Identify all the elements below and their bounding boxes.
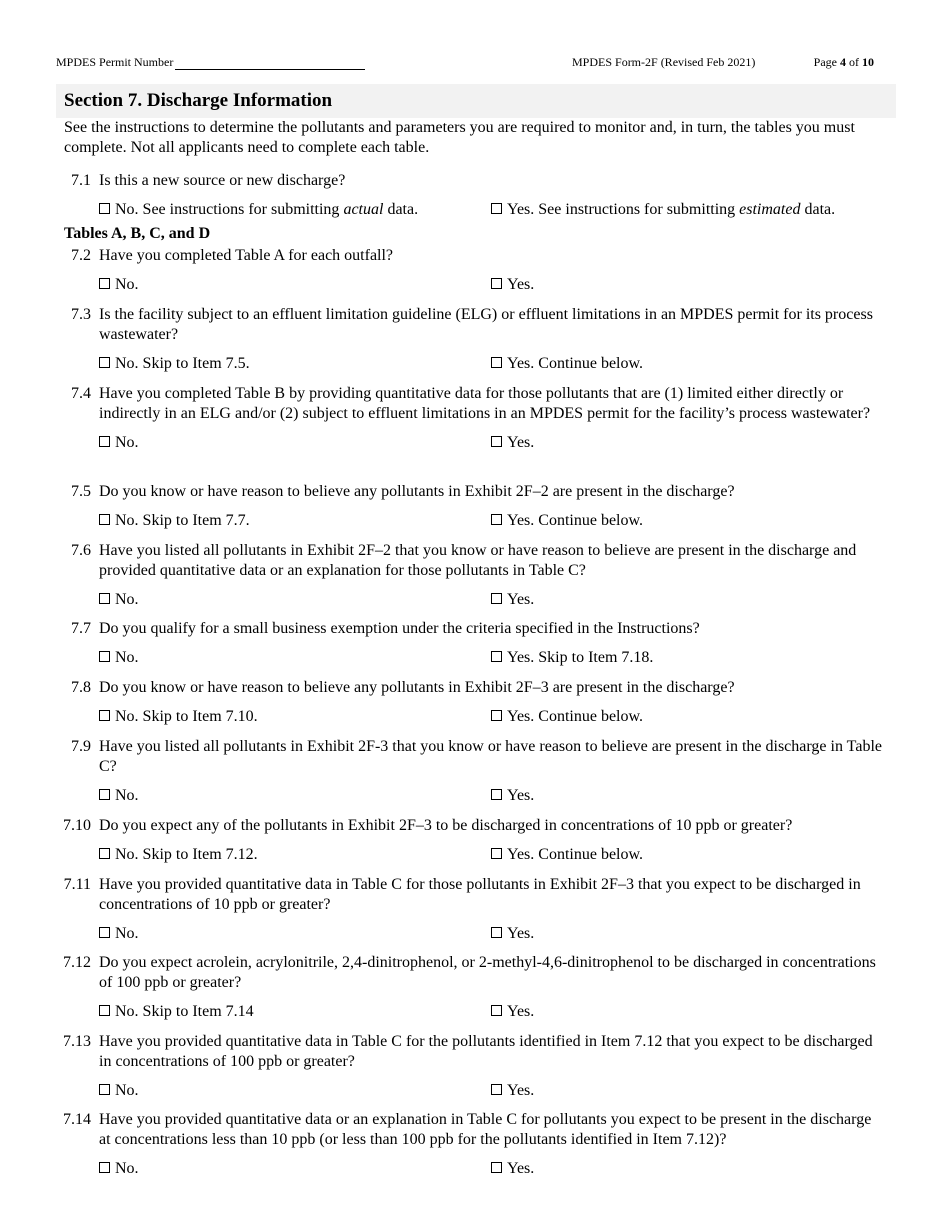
question-number: 7.2 (71, 247, 91, 264)
question-text: Have you listed all pollutants in Exhibit 2F-3 that you know or have reason to believe are present in the discharge in Table C? (99, 738, 882, 775)
question-text: Is this a new source or new discharge? (99, 172, 346, 189)
options (99, 786, 886, 806)
checkbox-no[interactable] (99, 1005, 110, 1016)
question-7-5 (56, 482, 886, 531)
option-no[interactable] (99, 354, 250, 374)
checkbox-yes[interactable] (491, 278, 502, 289)
question-7-10 (56, 816, 886, 865)
question-number: 7.6 (71, 542, 91, 559)
form-label: MPDES Form-2F (Revised Feb 2021) (572, 55, 756, 69)
checkbox-yes[interactable] (491, 514, 502, 525)
question-text: Have you completed Table A for each outfall? (99, 247, 394, 264)
question-7-12 (56, 953, 886, 1022)
question-text: Do you know or have reason to believe any pollutants in Exhibit 2F–3 are present in the discharge? (99, 679, 735, 696)
checkbox-no[interactable] (99, 203, 110, 214)
checkbox-yes[interactable] (491, 710, 502, 721)
option-no-text: No. (115, 276, 139, 293)
option-no[interactable] (99, 433, 139, 453)
question-text: Have you listed all pollutants in Exhibit 2F–2 that you know or have reason to believe are present in the discharge and provided quantitative data or an explanation for those pollutants in Table C? (99, 542, 857, 579)
question-number: 7.1 (71, 172, 91, 189)
page-of: of (846, 55, 862, 69)
checkbox-yes[interactable] (491, 593, 502, 604)
option-yes-text: Yes. (507, 787, 535, 804)
question-number: 7.12 (63, 954, 91, 971)
options (99, 924, 886, 944)
tables-heading: Tables A, B, C, and D (64, 225, 211, 242)
option-yes[interactable] (491, 1081, 534, 1101)
options (99, 1002, 886, 1022)
question-7-14 (56, 1110, 886, 1179)
option-no-text: No. Skip to Item 7.5. (115, 355, 250, 372)
option-yes[interactable] (491, 511, 643, 531)
options (99, 1081, 886, 1101)
option-yes-text: Yes. (507, 434, 535, 451)
checkbox-no[interactable] (99, 1162, 110, 1173)
option-yes[interactable] (491, 590, 534, 610)
section-bar (56, 84, 896, 118)
question-number: 7.8 (71, 679, 91, 696)
option-yes-text: Yes. (507, 1082, 535, 1099)
checkbox-no[interactable] (99, 789, 110, 800)
question-7-4 (56, 384, 886, 453)
checkbox-no[interactable] (99, 710, 110, 721)
options (99, 648, 886, 668)
option-no-text: No. (115, 591, 139, 608)
question-number: 7.3 (71, 306, 91, 323)
section-intro: See the instructions to determine the pollutants and parameters you are required to monitor and, in turn, the tables you must complete. Not all applicants need to complete each table. (64, 119, 855, 156)
page-prefix: Page (813, 55, 840, 69)
checkbox-yes[interactable] (491, 1005, 502, 1016)
options (99, 433, 886, 453)
question-number: 7.9 (71, 738, 91, 755)
question-7-9 (56, 737, 886, 806)
options (99, 511, 886, 531)
checkbox-yes[interactable] (491, 651, 502, 662)
option-no-text: No. Skip to Item 7.14 (115, 1003, 254, 1020)
option-no-text: No. (115, 649, 139, 666)
option-no[interactable] (99, 1081, 139, 1101)
question-number: 7.5 (71, 483, 91, 500)
option-no[interactable] (99, 1159, 139, 1179)
option-yes[interactable] (491, 1159, 534, 1179)
option-yes[interactable] (491, 1002, 534, 1022)
question-text: Do you expect acrolein, acrylonitrile, 2,4-dinitrophenol, or 2-methyl-4,6-dinitrophenol to be discharged in concentrations of 100 ppb or greater? (99, 954, 876, 991)
checkbox-yes[interactable] (491, 927, 502, 938)
option-no[interactable] (99, 786, 139, 806)
option-no-text: No. (115, 1082, 139, 1099)
option-yes-text: Yes. Skip to Item 7.18. (507, 649, 654, 666)
question-number: 7.10 (63, 817, 91, 834)
option-no[interactable] (99, 511, 250, 531)
checkbox-no[interactable] (99, 848, 110, 859)
checkbox-yes[interactable] (491, 848, 502, 859)
options (99, 845, 886, 865)
option-no[interactable] (99, 200, 418, 220)
option-yes[interactable] (491, 275, 534, 295)
checkbox-no[interactable] (99, 1084, 110, 1095)
permit-number (56, 55, 365, 70)
option-yes[interactable] (491, 200, 835, 220)
option-yes-text: Yes. Continue below. (507, 846, 644, 863)
question-7-7 (56, 619, 886, 668)
option-yes-emphasis: estimated (739, 201, 801, 218)
options (99, 707, 886, 727)
option-no[interactable] (99, 924, 139, 944)
option-no-text: No. (115, 434, 139, 451)
checkbox-no[interactable] (99, 357, 110, 368)
question-number: 7.11 (63, 876, 91, 893)
checkbox-yes[interactable] (491, 1084, 502, 1095)
option-yes-text: Yes. (507, 925, 535, 942)
checkbox-no[interactable] (99, 514, 110, 525)
question-text: Have you provided quantitative data in Table C for the pollutants identified in Item 7.12 that you expect to be discharged in concentrations of 100 ppb or greater? (99, 1033, 873, 1070)
checkbox-no[interactable] (99, 927, 110, 938)
page-current: 4 (840, 55, 846, 69)
option-yes[interactable] (491, 924, 534, 944)
question-7-13 (56, 1032, 886, 1101)
option-no[interactable] (99, 275, 139, 295)
options (99, 590, 886, 610)
question-text: Have you completed Table B by providing quantitative data for those pollutants that are (1) limited either directly or indirectly in an ELG and/or (2) subject to effluent limitations in an MPDES permit for the facility’s process wastewater? (99, 385, 871, 422)
option-no[interactable] (99, 845, 258, 865)
option-yes-text: Yes. (507, 1003, 535, 1020)
checkbox-yes[interactable] (491, 357, 502, 368)
question-number: 7.4 (71, 385, 91, 402)
page-total: 10 (862, 55, 874, 69)
checkbox-no[interactable] (99, 593, 110, 604)
option-yes-text: Yes. Continue below. (507, 512, 644, 529)
question-7-11 (56, 875, 886, 944)
option-no-emphasis: actual (343, 201, 384, 218)
page-indicator (814, 55, 874, 70)
option-yes[interactable] (491, 707, 643, 727)
option-yes[interactable] (491, 845, 643, 865)
question-text: Is the facility subject to an effluent limitation guideline (ELG) or effluent limitations in an MPDES permit for its process wastewater? (99, 306, 873, 343)
option-yes-suffix: data. (800, 201, 836, 218)
option-yes-text: Yes. Continue below. (507, 708, 644, 725)
option-yes-text: Yes. See instructions for submitting (507, 201, 740, 218)
checkbox-yes[interactable] (491, 1162, 502, 1173)
option-no[interactable] (99, 1002, 254, 1022)
option-yes-text: Yes. (507, 276, 535, 293)
option-no-text: No. (115, 787, 139, 804)
option-yes-text: Yes. (507, 1160, 535, 1177)
option-yes[interactable] (491, 648, 653, 668)
question-7-1 (56, 171, 886, 220)
option-no-text: No. See instructions for submitting (115, 201, 344, 218)
option-yes-text: Yes. Continue below. (507, 355, 644, 372)
option-no[interactable] (99, 648, 139, 668)
option-no-suffix: data. (383, 201, 419, 218)
option-no[interactable] (99, 707, 258, 727)
page-header (56, 55, 874, 71)
checkbox-no[interactable] (99, 436, 110, 447)
option-no[interactable] (99, 590, 139, 610)
options (99, 1159, 886, 1179)
checkbox-yes[interactable] (491, 789, 502, 800)
option-yes[interactable] (491, 786, 534, 806)
option-no-text: No. Skip to Item 7.12. (115, 846, 258, 863)
option-yes[interactable] (491, 354, 643, 374)
question-text: Do you qualify for a small business exemption under the criteria specified in the Instructions? (99, 620, 700, 637)
section-title: Section 7. Discharge Information (64, 90, 333, 111)
permit-number-field[interactable] (175, 57, 365, 70)
options (99, 354, 886, 374)
option-yes-text: Yes. (507, 591, 535, 608)
question-7-8 (56, 678, 886, 727)
checkbox-yes[interactable] (491, 203, 502, 214)
question-7-6 (56, 541, 886, 610)
option-no-text: No. Skip to Item 7.10. (115, 708, 258, 725)
question-7-2 (56, 246, 886, 295)
checkbox-no[interactable] (99, 278, 110, 289)
question-text: Do you know or have reason to believe any pollutants in Exhibit 2F–2 are present in the discharge? (99, 483, 735, 500)
option-no-text: No. (115, 925, 139, 942)
question-number: 7.7 (71, 620, 91, 637)
question-number: 7.14 (63, 1111, 91, 1128)
option-yes[interactable] (491, 433, 534, 453)
options (99, 275, 886, 295)
question-text: Have you provided quantitative data in Table C for those pollutants in Exhibit 2F–3 that you expect to be discharged in concentrations of 10 ppb or greater? (99, 876, 861, 913)
question-text: Have you provided quantitative data or an explanation in Table C for pollutants you expect to be present in the discharge at concentrations less than 10 ppb (or less than 100 ppb for the pollutants identified in Item 7.12)? (99, 1111, 872, 1148)
question-text: Do you expect any of the pollutants in Exhibit 2F–3 to be discharged in concentrations of 10 ppb or greater? (99, 817, 793, 834)
question-number: 7.13 (63, 1033, 91, 1050)
option-no-text: No. Skip to Item 7.7. (115, 512, 250, 529)
checkbox-yes[interactable] (491, 436, 502, 447)
permit-number-label: MPDES Permit Number (56, 55, 174, 69)
checkbox-no[interactable] (99, 651, 110, 662)
option-no-text: No. (115, 1160, 139, 1177)
options (99, 200, 886, 220)
question-7-3 (56, 305, 886, 374)
